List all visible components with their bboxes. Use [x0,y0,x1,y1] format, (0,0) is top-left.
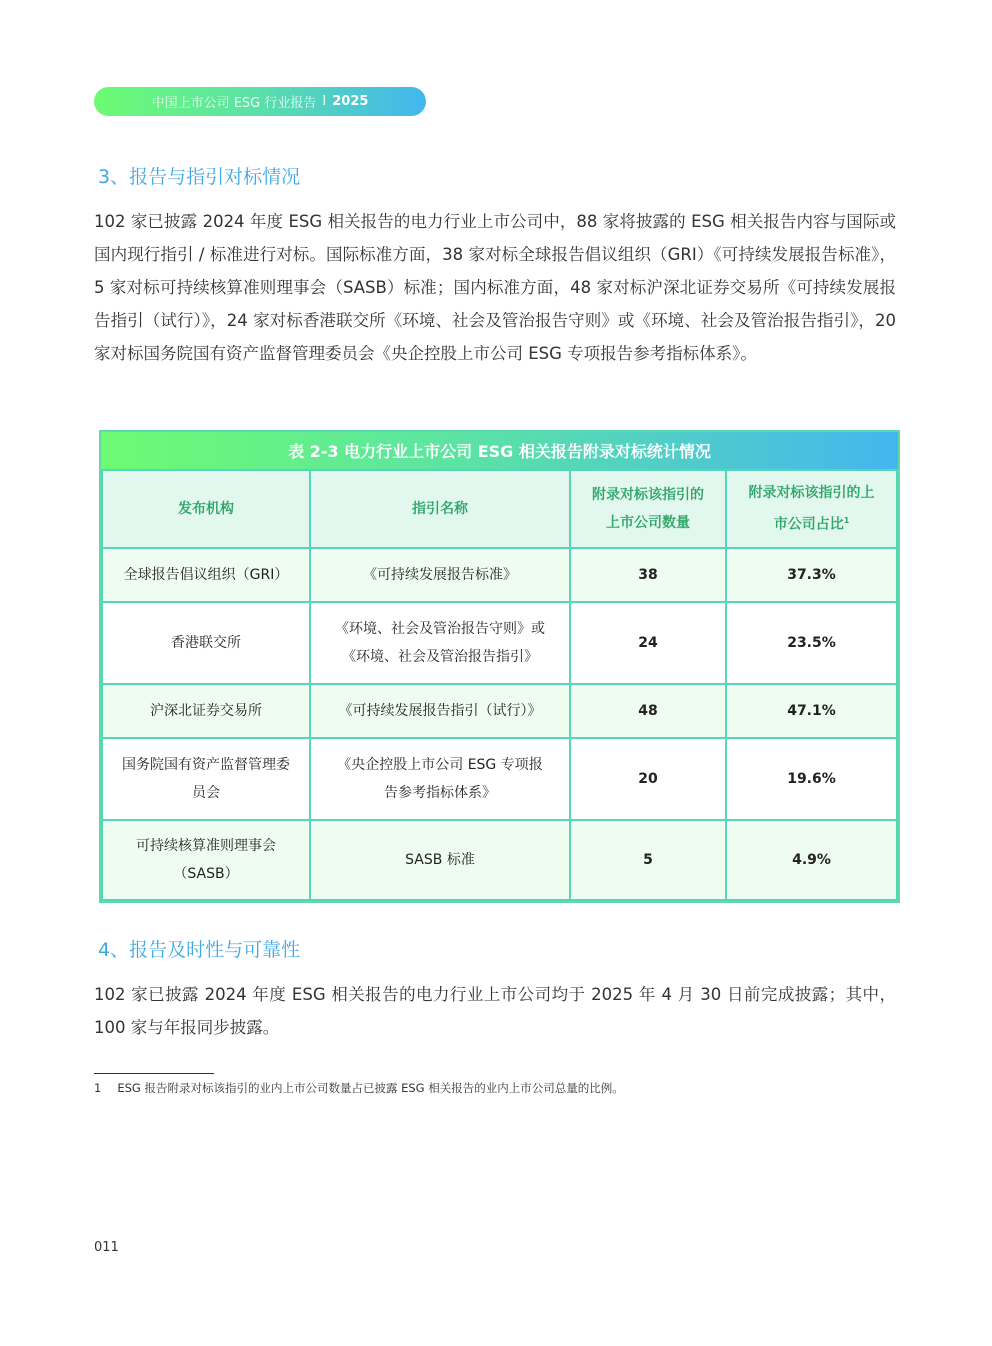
pct-cell: 37.3% [726,548,897,602]
footnote-text: ESG 报告附录对标该指引的业内上市公司数量占已披露 ESG 相关报告的业内上市公司总量的比例。 [117,1081,624,1095]
header-year: 2025 [332,94,369,109]
guide-cell: 《可持续发展报告标准》 [310,548,570,602]
count-cell: 24 [570,602,726,684]
org-cell: 可持续核算准则理事会（SASB） [102,820,310,900]
org-cell: 沪深北证券交易所 [102,684,310,738]
table-row [102,684,897,738]
header-count: 附录对标该指引的上市公司数量 [570,470,726,548]
header-pct [726,470,897,548]
footnote-mark: 1 [843,516,850,526]
org-cell: 国务院国有资产监督管理委员会 [102,738,310,820]
header-guide: 指引名称 [310,470,570,548]
header-title: 中国上市公司 ESG 行业报告 [151,96,317,111]
count-cell: 5 [570,820,726,900]
statistics-table [99,430,900,903]
header-org: 发布机构 [102,470,310,548]
pct-cell: 4.9% [726,820,897,900]
header-pct-label: 附录对标该指引的上市公司占比 [748,485,875,533]
header-banner [94,87,426,116]
footnote-divider [94,1073,214,1074]
count-cell: 20 [570,738,726,820]
count-cell: 48 [570,684,726,738]
guide-cell: 《可持续发展报告指引（试行）》 [310,684,570,738]
header-separator: I [322,94,327,109]
table-header-row [102,470,897,548]
section3-paragraph: 102 家已披露 2024 年度 ESG 相关报告的电力行业上市公司中，88 家将披露的 ESG 相关报告内容与国际或国内现行指引 / 标准进行对标。国际标准方面，38 家对标全球报告倡议组织（GRI）《可持续发展报告标准》，5 家对标可持续核算准则理事会（SASB）标准；国内标准方面，48 家对标沪深北证券交易所《可持续发展报告指引（试行）》，24 家对标香港联交所《环境、社会及管治报告守则》或《环境、社会及管治报告指引》，20 家对标国务院国有资产监督管理委员会《央企控股上市公司 ESG 专项报告参考指标体系》。 [94,212,896,363]
section4-heading: 4、报告及时性与可靠性 [98,939,301,961]
count-cell: 38 [570,548,726,602]
guide-cell: 《央企控股上市公司 ESG 专项报告参考指标体系》 [310,738,570,820]
table-row [102,738,897,820]
org-cell: 香港联交所 [102,602,310,684]
pct-cell: 23.5% [726,602,897,684]
pct-cell: 47.1% [726,684,897,738]
page-number: 011 [94,1240,119,1255]
pct-cell: 19.6% [726,738,897,820]
footnote-number: 1 [94,1081,102,1095]
footnote [94,1080,624,1096]
table-title: 表 2-3 电力行业上市公司 ESG 相关报告附录对标统计情况 [101,432,898,469]
table-row [102,602,897,684]
guide-cell: SASB 标准 [310,820,570,900]
table-row [102,820,897,900]
section3-heading: 3、报告与指引对标情况 [98,166,301,188]
table-row [102,548,897,602]
section4-paragraph: 102 家已披露 2024 年度 ESG 相关报告的电力行业上市公司均于 2025 年 4 月 30 日前完成披露；其中，100 家与年报同步披露。 [94,985,896,1037]
guide-cell: 《环境、社会及管治报告守则》或《环境、社会及管治报告指引》 [310,602,570,684]
org-cell: 全球报告倡议组织（GRI） [102,548,310,602]
